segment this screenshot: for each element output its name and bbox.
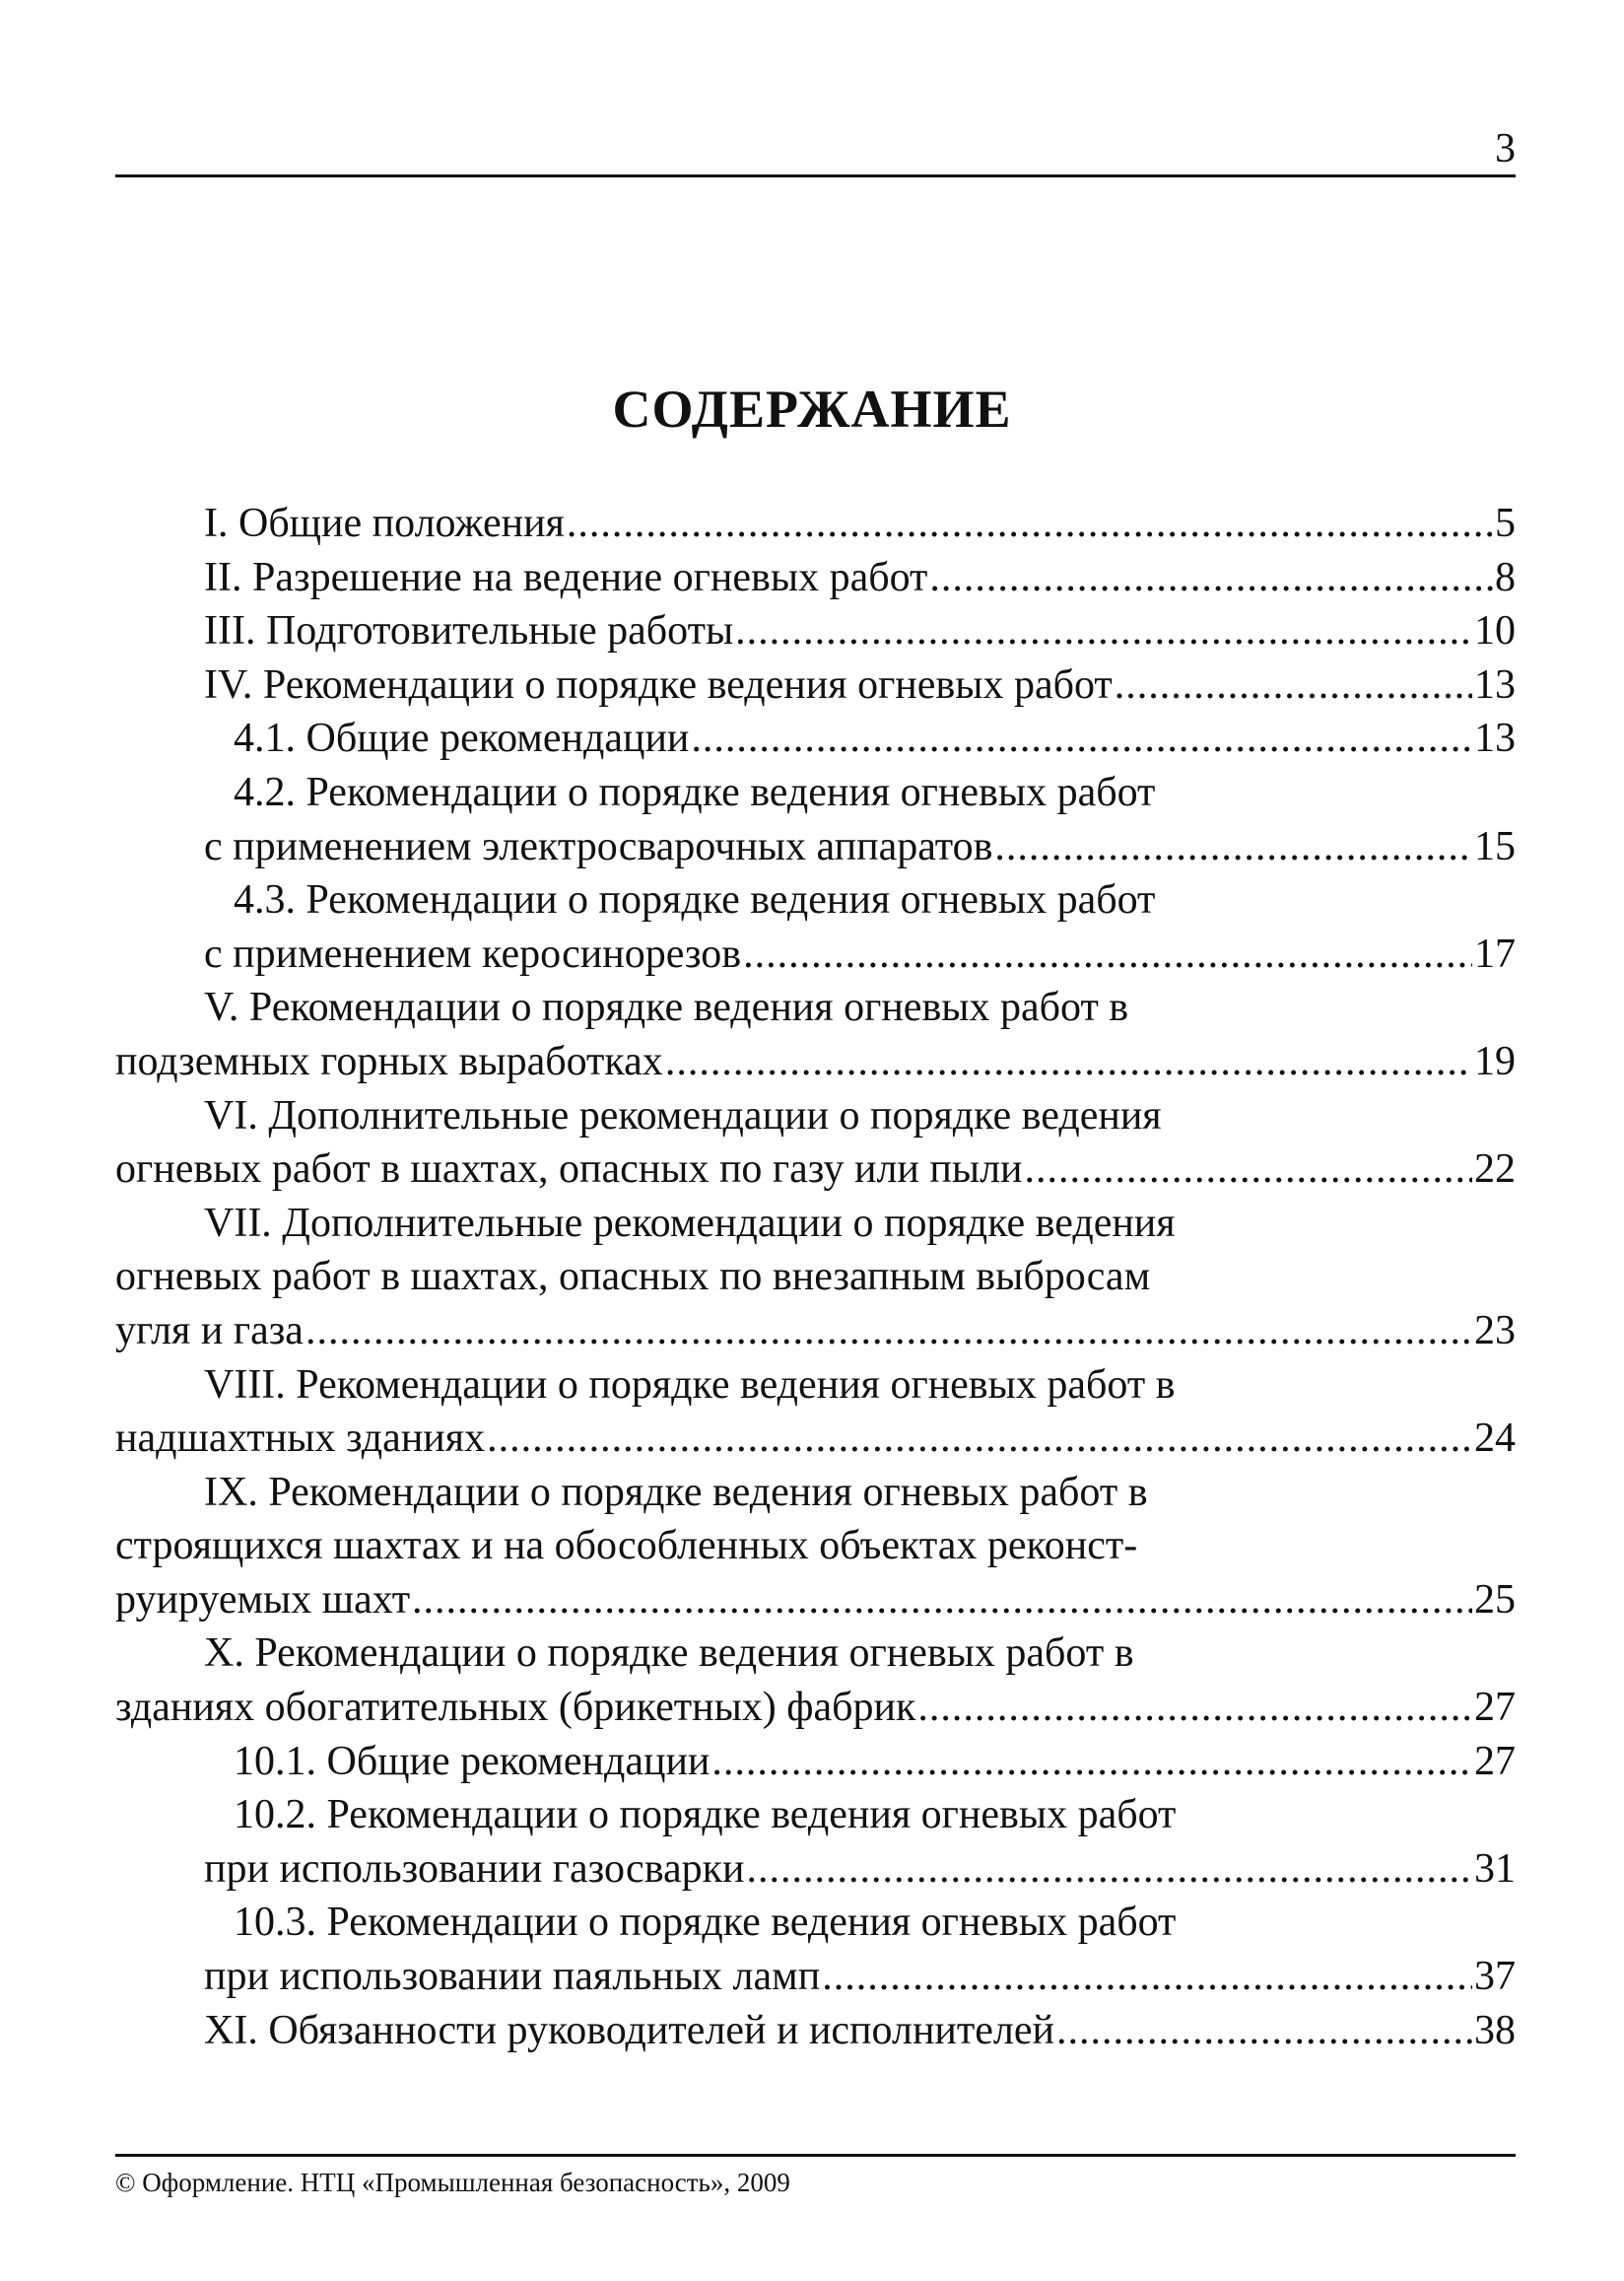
toc-entry-label: VII. Дополнительные рекомендации о порядке ведения [204, 1200, 1176, 1246]
toc-entry-label: 10.3. Рекомендации о порядке ведения огневых работ [234, 1900, 1177, 1946]
toc-entry-label: надшахтных зданиях [115, 1416, 486, 1462]
toc-page-number: 25 [1474, 1576, 1516, 1623]
toc-page-number: 27 [1474, 1738, 1516, 1784]
table-of-contents [115, 497, 1516, 2057]
toc-entry-4-2-line-2[interactable] [115, 820, 1516, 874]
toc-entry-5-line-2[interactable] [115, 1035, 1516, 1089]
footer-copyright: © Оформление. НТЦ «Промышленная безопасность», 2009 [115, 2168, 790, 2197]
dot-leader [917, 1681, 1472, 1735]
dot-leader [1056, 2004, 1472, 2058]
toc-entry-label: II. Разрешение на ведение огневых работ [204, 554, 928, 600]
dot-leader [735, 604, 1472, 658]
toc-entry-4-2-line-1[interactable] [115, 766, 1516, 820]
dot-leader [487, 1412, 1472, 1466]
dot-leader [711, 1735, 1472, 1789]
toc-entry-10-2-line-1[interactable] [115, 1788, 1516, 1842]
toc-page-number: 31 [1474, 1845, 1516, 1892]
toc-entry-10-line-1[interactable] [115, 1626, 1516, 1681]
toc-entry-label: подземных горных выработках [115, 1038, 663, 1084]
toc-entry-label: 4.1. Общие рекомендации [234, 716, 690, 762]
toc-entry-2[interactable] [115, 551, 1516, 605]
toc-page-number: 15 [1474, 823, 1516, 869]
toc-entry-9-line-1[interactable] [115, 1466, 1516, 1520]
dot-leader [665, 1035, 1472, 1089]
toc-entry-label: огневых работ в шахтах, опасных по внезапным выбросам [115, 1254, 1151, 1300]
toc-entry-9-line-3[interactable] [115, 1573, 1516, 1627]
toc-entry-label: при использовании газосварки [204, 1845, 745, 1892]
toc-page-number: 24 [1474, 1416, 1516, 1462]
toc-page-number: 22 [1474, 1146, 1516, 1193]
toc-entry-label: 4.3. Рекомендации о порядке ведения огневых работ [234, 877, 1156, 924]
toc-entry-9-line-2[interactable] [115, 1519, 1516, 1573]
page-number: 3 [1495, 126, 1516, 172]
header-rule [115, 174, 1516, 177]
toc-entry-label: V. Рекомендации о порядке ведения огневых работ в [204, 985, 1129, 1031]
dot-leader [1025, 1142, 1472, 1197]
toc-page-number: 27 [1474, 1685, 1516, 1731]
toc-entry-8-line-1[interactable] [115, 1358, 1516, 1413]
toc-entry-label: I. Общие положения [204, 501, 565, 546]
toc-entry-label: 10.1. Общие рекомендации [234, 1738, 710, 1784]
toc-entry-label: с применением электросварочных аппаратов [204, 823, 993, 869]
dot-leader [305, 1304, 1472, 1358]
toc-entry-7-line-2[interactable] [115, 1250, 1516, 1304]
toc-page-number: 19 [1474, 1038, 1516, 1084]
dot-leader [691, 712, 1472, 766]
toc-page-number: 8 [1495, 554, 1516, 600]
toc-page-number: 13 [1474, 661, 1516, 708]
toc-entry-label: с применением керосинорезов [204, 931, 742, 977]
toc-entry-label: IX. Рекомендации о порядке ведения огневых работ в [204, 1469, 1148, 1515]
toc-entry-label: зданиях обогатительных (брикетных) фабрик [115, 1685, 916, 1731]
toc-entry-label: VI. Дополнительные рекомендации о порядке ведения [204, 1092, 1162, 1139]
footer-rule [115, 2154, 1516, 2157]
toc-page-number: 38 [1474, 2007, 1516, 2053]
toc-entry-label: IV. Рекомендации о порядке ведения огневых работ [204, 661, 1113, 708]
toc-entry-8-line-2[interactable] [115, 1412, 1516, 1466]
dot-leader [567, 497, 1493, 551]
dot-leader [747, 1842, 1472, 1897]
toc-entry-label: огневых работ в шахтах, опасных по газу или пыли [115, 1146, 1023, 1193]
toc-entry-10-3-line-1[interactable] [115, 1896, 1516, 1950]
toc-entry-10-2-line-2[interactable] [115, 1842, 1516, 1897]
toc-entry-10-1[interactable] [115, 1735, 1516, 1789]
toc-entry-label: VIII. Рекомендации о порядке ведения огневых работ в [204, 1361, 1176, 1408]
toc-page-number: 5 [1495, 501, 1516, 546]
dot-leader [1115, 658, 1472, 713]
toc-page-number: 37 [1474, 1954, 1516, 2000]
toc-page-number: 17 [1474, 931, 1516, 977]
toc-entry-11[interactable] [115, 2004, 1516, 2058]
toc-entry-label: угля и газа [115, 1307, 304, 1353]
toc-entry-4[interactable] [115, 658, 1516, 713]
dot-leader [994, 820, 1472, 874]
toc-entry-label: 10.2. Рекомендации о порядке ведения огневых работ [234, 1792, 1177, 1838]
toc-entry-10-3-line-2[interactable] [115, 1950, 1516, 2004]
toc-entry-5-line-1[interactable] [115, 981, 1516, 1035]
dot-leader [929, 551, 1493, 605]
toc-page-number: 23 [1474, 1307, 1516, 1353]
toc-entry-6-line-1[interactable] [115, 1089, 1516, 1143]
toc-entry-label: при использовании паяльных ламп [204, 1954, 821, 2000]
toc-entry-4-3-line-2[interactable] [115, 928, 1516, 982]
toc-entry-label: руируемых шахт [115, 1576, 411, 1623]
toc-entry-10-line-2[interactable] [115, 1681, 1516, 1735]
page-title: СОДЕРЖАНИЕ [612, 380, 1012, 439]
toc-entry-1[interactable] [115, 497, 1516, 551]
dot-leader [412, 1573, 1472, 1627]
toc-entry-6-line-2[interactable] [115, 1142, 1516, 1197]
toc-entry-4-3-line-1[interactable] [115, 873, 1516, 928]
toc-entry-7-line-3[interactable] [115, 1304, 1516, 1358]
toc-page-number: 13 [1474, 716, 1516, 762]
toc-entry-4-1[interactable] [115, 712, 1516, 766]
toc-entry-label: строящихся шахтах и на обособленных объектах реконст- [115, 1523, 1138, 1569]
dot-leader [743, 928, 1472, 982]
toc-entry-label: 4.2. Рекомендации о порядке ведения огневых работ [234, 769, 1156, 815]
toc-page-number: 10 [1474, 608, 1516, 655]
dot-leader [822, 1950, 1472, 2004]
toc-entry-7-line-1[interactable] [115, 1197, 1516, 1251]
toc-entry-label: XI. Обязанности руководителей и исполнителей [204, 2007, 1054, 2053]
toc-entry-label: X. Рекомендации о порядке ведения огневых работ в [204, 1630, 1134, 1677]
toc-entry-label: III. Подготовительные работы [204, 608, 734, 655]
toc-entry-3[interactable] [115, 604, 1516, 658]
